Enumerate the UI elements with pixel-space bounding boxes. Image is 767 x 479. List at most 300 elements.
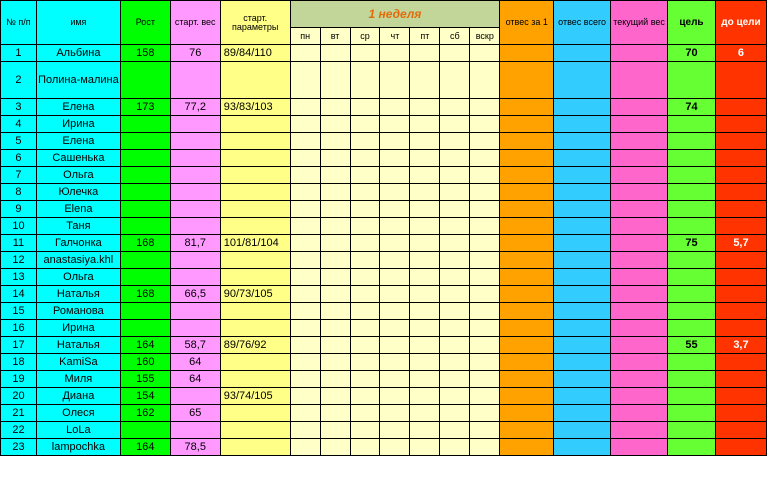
day-cell[interactable] bbox=[290, 286, 320, 303]
header-to-goal[interactable]: до цели bbox=[715, 1, 766, 45]
day-cell[interactable] bbox=[470, 371, 500, 388]
day-cell[interactable] bbox=[410, 235, 440, 252]
height-cell[interactable]: 164 bbox=[120, 439, 170, 456]
day-cell[interactable] bbox=[320, 439, 350, 456]
day-cell[interactable] bbox=[410, 133, 440, 150]
goal-cell[interactable] bbox=[668, 201, 716, 218]
day-cell[interactable] bbox=[470, 405, 500, 422]
height-cell[interactable]: 160 bbox=[120, 354, 170, 371]
day-cell[interactable] bbox=[380, 320, 410, 337]
day-cell[interactable] bbox=[470, 116, 500, 133]
goal-cell[interactable] bbox=[668, 388, 716, 405]
header-loss-week1[interactable]: отвес за 1 bbox=[500, 1, 554, 45]
header-loss-total[interactable]: отвес всего bbox=[554, 1, 611, 45]
participant-name[interactable]: Юлечка bbox=[36, 184, 120, 201]
day-cell[interactable] bbox=[380, 388, 410, 405]
height-cell[interactable]: 162 bbox=[120, 405, 170, 422]
day-cell[interactable] bbox=[410, 218, 440, 235]
row-number[interactable]: 15 bbox=[1, 303, 37, 320]
day-cell[interactable] bbox=[440, 201, 470, 218]
day-cell[interactable] bbox=[380, 405, 410, 422]
to-goal-cell[interactable] bbox=[715, 184, 766, 201]
row-number[interactable]: 1 bbox=[1, 45, 37, 62]
day-cell[interactable] bbox=[320, 201, 350, 218]
current-weight-cell[interactable] bbox=[611, 184, 668, 201]
current-weight-cell[interactable] bbox=[611, 371, 668, 388]
current-weight-cell[interactable] bbox=[611, 252, 668, 269]
to-goal-cell[interactable] bbox=[715, 252, 766, 269]
day-cell[interactable] bbox=[410, 405, 440, 422]
row-number[interactable]: 16 bbox=[1, 320, 37, 337]
day-cell[interactable] bbox=[380, 150, 410, 167]
start-params-cell[interactable] bbox=[220, 252, 290, 269]
goal-cell[interactable] bbox=[668, 150, 716, 167]
participant-name[interactable]: Полина-малина bbox=[36, 62, 120, 99]
to-goal-cell[interactable] bbox=[715, 422, 766, 439]
day-cell[interactable] bbox=[350, 252, 380, 269]
day-cell[interactable] bbox=[350, 337, 380, 354]
day-cell[interactable] bbox=[290, 150, 320, 167]
day-cell[interactable] bbox=[410, 269, 440, 286]
loss-week1-cell[interactable] bbox=[500, 218, 554, 235]
row-number[interactable]: 22 bbox=[1, 422, 37, 439]
start-weight-cell[interactable]: 78,5 bbox=[170, 439, 220, 456]
loss-week1-cell[interactable] bbox=[500, 388, 554, 405]
start-params-cell[interactable] bbox=[220, 405, 290, 422]
day-cell[interactable] bbox=[470, 62, 500, 99]
loss-week1-cell[interactable] bbox=[500, 354, 554, 371]
day-cell[interactable] bbox=[350, 354, 380, 371]
goal-cell[interactable] bbox=[668, 269, 716, 286]
start-params-cell[interactable]: 93/83/103 bbox=[220, 99, 290, 116]
to-goal-cell[interactable] bbox=[715, 405, 766, 422]
day-cell[interactable] bbox=[290, 371, 320, 388]
loss-total-cell[interactable] bbox=[554, 422, 611, 439]
current-weight-cell[interactable] bbox=[611, 269, 668, 286]
loss-week1-cell[interactable] bbox=[500, 337, 554, 354]
day-cell[interactable] bbox=[290, 354, 320, 371]
loss-week1-cell[interactable] bbox=[500, 184, 554, 201]
day-cell[interactable] bbox=[290, 269, 320, 286]
loss-week1-cell[interactable] bbox=[500, 62, 554, 99]
day-cell[interactable] bbox=[440, 150, 470, 167]
current-weight-cell[interactable] bbox=[611, 201, 668, 218]
start-params-cell[interactable] bbox=[220, 354, 290, 371]
day-cell[interactable] bbox=[320, 337, 350, 354]
row-number[interactable]: 5 bbox=[1, 133, 37, 150]
day-cell[interactable] bbox=[350, 45, 380, 62]
to-goal-cell[interactable] bbox=[715, 99, 766, 116]
day-cell[interactable] bbox=[410, 388, 440, 405]
day-cell[interactable] bbox=[470, 167, 500, 184]
goal-cell[interactable] bbox=[668, 116, 716, 133]
goal-cell[interactable] bbox=[668, 439, 716, 456]
day-cell[interactable] bbox=[380, 62, 410, 99]
current-weight-cell[interactable] bbox=[611, 286, 668, 303]
day-cell[interactable] bbox=[350, 62, 380, 99]
day-cell[interactable] bbox=[320, 286, 350, 303]
day-cell[interactable] bbox=[380, 99, 410, 116]
current-weight-cell[interactable] bbox=[611, 99, 668, 116]
height-cell[interactable] bbox=[120, 167, 170, 184]
start-weight-cell[interactable]: 81,7 bbox=[170, 235, 220, 252]
day-cell[interactable] bbox=[320, 354, 350, 371]
height-cell[interactable] bbox=[120, 116, 170, 133]
start-weight-cell[interactable] bbox=[170, 201, 220, 218]
day-cell[interactable] bbox=[290, 45, 320, 62]
start-weight-cell[interactable] bbox=[170, 62, 220, 99]
day-cell[interactable] bbox=[440, 320, 470, 337]
day-cell[interactable] bbox=[320, 184, 350, 201]
day-cell[interactable] bbox=[470, 303, 500, 320]
loss-total-cell[interactable] bbox=[554, 184, 611, 201]
day-cell[interactable] bbox=[320, 422, 350, 439]
start-params-cell[interactable] bbox=[220, 371, 290, 388]
row-number[interactable]: 14 bbox=[1, 286, 37, 303]
row-number[interactable]: 11 bbox=[1, 235, 37, 252]
start-weight-cell[interactable] bbox=[170, 388, 220, 405]
start-weight-cell[interactable] bbox=[170, 303, 220, 320]
day-cell[interactable] bbox=[440, 269, 470, 286]
loss-week1-cell[interactable] bbox=[500, 320, 554, 337]
loss-total-cell[interactable] bbox=[554, 388, 611, 405]
day-cell[interactable] bbox=[410, 201, 440, 218]
start-params-cell[interactable] bbox=[220, 133, 290, 150]
day-cell[interactable] bbox=[380, 167, 410, 184]
current-weight-cell[interactable] bbox=[611, 422, 668, 439]
start-params-cell[interactable]: 101/81/104 bbox=[220, 235, 290, 252]
loss-week1-cell[interactable] bbox=[500, 201, 554, 218]
header-goal[interactable]: цель bbox=[668, 1, 716, 45]
loss-week1-cell[interactable] bbox=[500, 235, 554, 252]
day-cell[interactable] bbox=[410, 286, 440, 303]
day-cell[interactable] bbox=[470, 133, 500, 150]
day-cell[interactable] bbox=[470, 388, 500, 405]
start-weight-cell[interactable]: 77,2 bbox=[170, 99, 220, 116]
loss-total-cell[interactable] bbox=[554, 269, 611, 286]
day-cell[interactable] bbox=[380, 252, 410, 269]
current-weight-cell[interactable] bbox=[611, 116, 668, 133]
day-cell[interactable] bbox=[380, 286, 410, 303]
day-cell[interactable] bbox=[470, 422, 500, 439]
current-weight-cell[interactable] bbox=[611, 45, 668, 62]
loss-week1-cell[interactable] bbox=[500, 167, 554, 184]
day-cell[interactable] bbox=[290, 99, 320, 116]
day-cell[interactable] bbox=[350, 218, 380, 235]
header-day-mon[interactable]: пн bbox=[290, 28, 320, 45]
current-weight-cell[interactable] bbox=[611, 439, 668, 456]
header-day-wed[interactable]: ср bbox=[350, 28, 380, 45]
day-cell[interactable] bbox=[290, 320, 320, 337]
day-cell[interactable] bbox=[440, 116, 470, 133]
day-cell[interactable] bbox=[290, 201, 320, 218]
participant-name[interactable]: Наталья bbox=[36, 337, 120, 354]
start-weight-cell[interactable] bbox=[170, 184, 220, 201]
goal-cell[interactable]: 70 bbox=[668, 45, 716, 62]
day-cell[interactable] bbox=[410, 62, 440, 99]
day-cell[interactable] bbox=[290, 252, 320, 269]
row-number[interactable]: 10 bbox=[1, 218, 37, 235]
to-goal-cell[interactable]: 3,7 bbox=[715, 337, 766, 354]
header-name[interactable]: имя bbox=[36, 1, 120, 45]
participant-name[interactable]: Миля bbox=[36, 371, 120, 388]
day-cell[interactable] bbox=[290, 422, 320, 439]
start-weight-cell[interactable] bbox=[170, 422, 220, 439]
day-cell[interactable] bbox=[320, 218, 350, 235]
start-weight-cell[interactable]: 64 bbox=[170, 371, 220, 388]
participant-name[interactable]: Ирина bbox=[36, 320, 120, 337]
row-number[interactable]: 23 bbox=[1, 439, 37, 456]
height-cell[interactable] bbox=[120, 133, 170, 150]
loss-total-cell[interactable] bbox=[554, 439, 611, 456]
day-cell[interactable] bbox=[350, 388, 380, 405]
goal-cell[interactable] bbox=[668, 371, 716, 388]
to-goal-cell[interactable] bbox=[715, 62, 766, 99]
loss-total-cell[interactable] bbox=[554, 218, 611, 235]
day-cell[interactable] bbox=[350, 133, 380, 150]
to-goal-cell[interactable]: 5,7 bbox=[715, 235, 766, 252]
day-cell[interactable] bbox=[290, 439, 320, 456]
loss-total-cell[interactable] bbox=[554, 45, 611, 62]
day-cell[interactable] bbox=[350, 422, 380, 439]
goal-cell[interactable] bbox=[668, 62, 716, 99]
goal-cell[interactable] bbox=[668, 252, 716, 269]
goal-cell[interactable] bbox=[668, 167, 716, 184]
goal-cell[interactable]: 75 bbox=[668, 235, 716, 252]
start-weight-cell[interactable] bbox=[170, 133, 220, 150]
participant-name[interactable]: Ольга bbox=[36, 269, 120, 286]
day-cell[interactable] bbox=[470, 150, 500, 167]
day-cell[interactable] bbox=[440, 303, 470, 320]
day-cell[interactable] bbox=[290, 405, 320, 422]
day-cell[interactable] bbox=[350, 320, 380, 337]
day-cell[interactable] bbox=[440, 354, 470, 371]
day-cell[interactable] bbox=[470, 99, 500, 116]
to-goal-cell[interactable] bbox=[715, 218, 766, 235]
day-cell[interactable] bbox=[410, 167, 440, 184]
height-cell[interactable]: 154 bbox=[120, 388, 170, 405]
to-goal-cell[interactable] bbox=[715, 439, 766, 456]
row-number[interactable]: 6 bbox=[1, 150, 37, 167]
day-cell[interactable] bbox=[380, 439, 410, 456]
day-cell[interactable] bbox=[380, 235, 410, 252]
to-goal-cell[interactable] bbox=[715, 269, 766, 286]
current-weight-cell[interactable] bbox=[611, 235, 668, 252]
day-cell[interactable] bbox=[380, 422, 410, 439]
day-cell[interactable] bbox=[440, 337, 470, 354]
start-params-cell[interactable]: 93/74/105 bbox=[220, 388, 290, 405]
to-goal-cell[interactable] bbox=[715, 133, 766, 150]
height-cell[interactable] bbox=[120, 320, 170, 337]
header-day-fri[interactable]: пт bbox=[410, 28, 440, 45]
day-cell[interactable] bbox=[410, 422, 440, 439]
loss-total-cell[interactable] bbox=[554, 371, 611, 388]
day-cell[interactable] bbox=[380, 184, 410, 201]
participant-name[interactable]: Олеся bbox=[36, 405, 120, 422]
header-day-sun[interactable]: вскр bbox=[470, 28, 500, 45]
height-cell[interactable] bbox=[120, 303, 170, 320]
loss-total-cell[interactable] bbox=[554, 405, 611, 422]
day-cell[interactable] bbox=[440, 371, 470, 388]
day-cell[interactable] bbox=[410, 184, 440, 201]
day-cell[interactable] bbox=[470, 218, 500, 235]
day-cell[interactable] bbox=[410, 150, 440, 167]
header-day-tue[interactable]: вт bbox=[320, 28, 350, 45]
day-cell[interactable] bbox=[320, 133, 350, 150]
to-goal-cell[interactable]: 6 bbox=[715, 45, 766, 62]
day-cell[interactable] bbox=[380, 218, 410, 235]
current-weight-cell[interactable] bbox=[611, 354, 668, 371]
loss-total-cell[interactable] bbox=[554, 150, 611, 167]
participant-name[interactable]: Альбина bbox=[36, 45, 120, 62]
current-weight-cell[interactable] bbox=[611, 405, 668, 422]
loss-total-cell[interactable] bbox=[554, 116, 611, 133]
day-cell[interactable] bbox=[380, 116, 410, 133]
day-cell[interactable] bbox=[320, 150, 350, 167]
row-number[interactable]: 19 bbox=[1, 371, 37, 388]
start-weight-cell[interactable]: 76 bbox=[170, 45, 220, 62]
row-number[interactable]: 13 bbox=[1, 269, 37, 286]
row-number[interactable]: 8 bbox=[1, 184, 37, 201]
start-params-cell[interactable] bbox=[220, 167, 290, 184]
day-cell[interactable] bbox=[470, 184, 500, 201]
to-goal-cell[interactable] bbox=[715, 150, 766, 167]
day-cell[interactable] bbox=[470, 320, 500, 337]
day-cell[interactable] bbox=[350, 235, 380, 252]
loss-total-cell[interactable] bbox=[554, 286, 611, 303]
day-cell[interactable] bbox=[410, 116, 440, 133]
day-cell[interactable] bbox=[470, 439, 500, 456]
start-params-cell[interactable] bbox=[220, 303, 290, 320]
goal-cell[interactable]: 74 bbox=[668, 99, 716, 116]
start-params-cell[interactable] bbox=[220, 201, 290, 218]
day-cell[interactable] bbox=[470, 269, 500, 286]
day-cell[interactable] bbox=[470, 354, 500, 371]
participant-name[interactable]: lampochka bbox=[36, 439, 120, 456]
start-params-cell[interactable]: 89/76/92 bbox=[220, 337, 290, 354]
header-day-thu[interactable]: чт bbox=[380, 28, 410, 45]
day-cell[interactable] bbox=[470, 201, 500, 218]
goal-cell[interactable] bbox=[668, 422, 716, 439]
start-weight-cell[interactable] bbox=[170, 320, 220, 337]
start-params-cell[interactable] bbox=[220, 422, 290, 439]
loss-total-cell[interactable] bbox=[554, 252, 611, 269]
start-params-cell[interactable]: 90/73/105 bbox=[220, 286, 290, 303]
start-weight-cell[interactable] bbox=[170, 218, 220, 235]
header-start-weight[interactable]: старт. вес bbox=[170, 1, 220, 45]
day-cell[interactable] bbox=[350, 116, 380, 133]
goal-cell[interactable] bbox=[668, 320, 716, 337]
current-weight-cell[interactable] bbox=[611, 167, 668, 184]
loss-total-cell[interactable] bbox=[554, 337, 611, 354]
day-cell[interactable] bbox=[440, 184, 470, 201]
participant-name[interactable]: KamiSa bbox=[36, 354, 120, 371]
day-cell[interactable] bbox=[320, 62, 350, 99]
loss-week1-cell[interactable] bbox=[500, 252, 554, 269]
loss-total-cell[interactable] bbox=[554, 354, 611, 371]
start-weight-cell[interactable]: 58,7 bbox=[170, 337, 220, 354]
day-cell[interactable] bbox=[350, 201, 380, 218]
goal-cell[interactable] bbox=[668, 133, 716, 150]
participant-name[interactable]: anastasiya.khl bbox=[36, 252, 120, 269]
participant-name[interactable]: Романова bbox=[36, 303, 120, 320]
row-number[interactable]: 17 bbox=[1, 337, 37, 354]
day-cell[interactable] bbox=[440, 133, 470, 150]
day-cell[interactable] bbox=[350, 439, 380, 456]
start-weight-cell[interactable] bbox=[170, 167, 220, 184]
day-cell[interactable] bbox=[320, 405, 350, 422]
current-weight-cell[interactable] bbox=[611, 337, 668, 354]
row-number[interactable]: 3 bbox=[1, 99, 37, 116]
goal-cell[interactable] bbox=[668, 286, 716, 303]
loss-week1-cell[interactable] bbox=[500, 303, 554, 320]
height-cell[interactable]: 168 bbox=[120, 235, 170, 252]
day-cell[interactable] bbox=[320, 99, 350, 116]
day-cell[interactable] bbox=[290, 184, 320, 201]
participant-name[interactable]: Elena bbox=[36, 201, 120, 218]
day-cell[interactable] bbox=[380, 371, 410, 388]
loss-total-cell[interactable] bbox=[554, 303, 611, 320]
loss-week1-cell[interactable] bbox=[500, 286, 554, 303]
day-cell[interactable] bbox=[320, 235, 350, 252]
loss-week1-cell[interactable] bbox=[500, 405, 554, 422]
day-cell[interactable] bbox=[350, 167, 380, 184]
loss-week1-cell[interactable] bbox=[500, 133, 554, 150]
day-cell[interactable] bbox=[350, 269, 380, 286]
day-cell[interactable] bbox=[350, 150, 380, 167]
day-cell[interactable] bbox=[410, 337, 440, 354]
goal-cell[interactable] bbox=[668, 303, 716, 320]
height-cell[interactable] bbox=[120, 201, 170, 218]
to-goal-cell[interactable] bbox=[715, 201, 766, 218]
start-weight-cell[interactable]: 66,5 bbox=[170, 286, 220, 303]
height-cell[interactable] bbox=[120, 269, 170, 286]
height-cell[interactable] bbox=[120, 422, 170, 439]
day-cell[interactable] bbox=[440, 45, 470, 62]
day-cell[interactable] bbox=[290, 218, 320, 235]
loss-total-cell[interactable] bbox=[554, 62, 611, 99]
height-cell[interactable]: 158 bbox=[120, 45, 170, 62]
day-cell[interactable] bbox=[410, 320, 440, 337]
day-cell[interactable] bbox=[320, 116, 350, 133]
participant-name[interactable]: Галчонка bbox=[36, 235, 120, 252]
loss-week1-cell[interactable] bbox=[500, 269, 554, 286]
current-weight-cell[interactable] bbox=[611, 303, 668, 320]
day-cell[interactable] bbox=[320, 45, 350, 62]
to-goal-cell[interactable] bbox=[715, 167, 766, 184]
current-weight-cell[interactable] bbox=[611, 218, 668, 235]
to-goal-cell[interactable] bbox=[715, 388, 766, 405]
height-cell[interactable] bbox=[120, 62, 170, 99]
day-cell[interactable] bbox=[440, 99, 470, 116]
current-weight-cell[interactable] bbox=[611, 320, 668, 337]
loss-total-cell[interactable] bbox=[554, 201, 611, 218]
start-params-cell[interactable] bbox=[220, 269, 290, 286]
day-cell[interactable] bbox=[380, 45, 410, 62]
goal-cell[interactable]: 55 bbox=[668, 337, 716, 354]
day-cell[interactable] bbox=[440, 439, 470, 456]
row-number[interactable]: 21 bbox=[1, 405, 37, 422]
day-cell[interactable] bbox=[440, 422, 470, 439]
start-weight-cell[interactable]: 64 bbox=[170, 354, 220, 371]
row-number[interactable]: 18 bbox=[1, 354, 37, 371]
day-cell[interactable] bbox=[320, 320, 350, 337]
participant-name[interactable]: Ольга bbox=[36, 167, 120, 184]
to-goal-cell[interactable] bbox=[715, 371, 766, 388]
header-current-weight[interactable]: текущий вес bbox=[611, 1, 668, 45]
day-cell[interactable] bbox=[290, 303, 320, 320]
header-day-sat[interactable]: сб bbox=[440, 28, 470, 45]
